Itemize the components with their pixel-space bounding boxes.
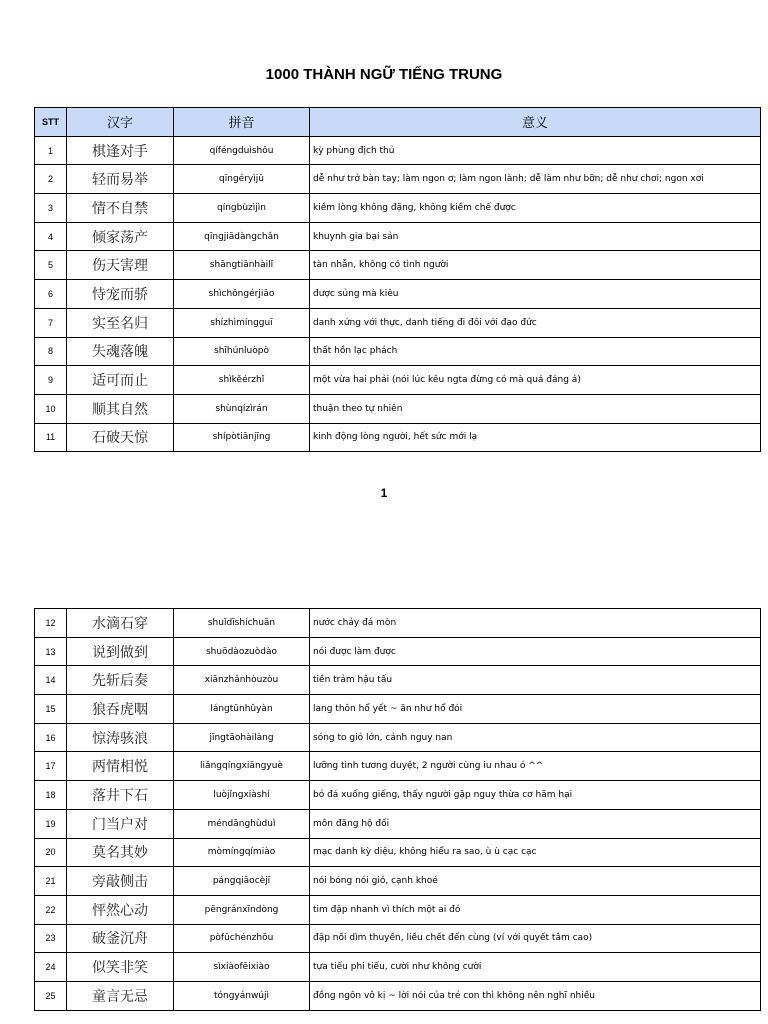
row-number: 1 (35, 136, 67, 165)
table-row (35, 924, 761, 953)
table-header-row (35, 108, 761, 137)
pinyin-cell: shuōdàozuòdào (174, 637, 310, 666)
meaning-cell: khuynh gia bại sản (310, 222, 761, 251)
header-pinyin: 拼音 (174, 108, 310, 137)
table-row (35, 666, 761, 695)
meaning-cell: nước chảy đá mòn (310, 609, 761, 638)
row-number: 5 (35, 251, 67, 280)
header-hanzi: 汉字 (67, 108, 174, 137)
meaning-cell: được sủng mà kiêu (310, 280, 761, 309)
table-row (35, 251, 761, 280)
table-row (35, 752, 761, 781)
hanzi-cell: 先斩后奏 (67, 666, 174, 695)
row-number: 17 (35, 752, 67, 781)
pinyin-cell: qīngjiādàngchǎn (174, 222, 310, 251)
table-row (35, 165, 761, 194)
hanzi-cell: 两情相悦 (67, 752, 174, 781)
hanzi-cell: 狼吞虎咽 (67, 695, 174, 724)
hanzi-cell: 怦然心动 (67, 895, 174, 924)
row-number: 12 (35, 609, 67, 638)
table-row (35, 222, 761, 251)
table-row (35, 337, 761, 366)
table-row (35, 781, 761, 810)
pinyin-cell: shìkěérzhǐ (174, 366, 310, 395)
pinyin-cell: xiānzhǎnhòuzòu (174, 666, 310, 695)
meaning-cell: tựa tiếu phi tiếu, cười như không cười (310, 953, 761, 982)
meaning-cell: dễ như trở bàn tay; làm ngon ơ; làm ngon lành; dễ làm như bỡn; dễ như chơi; ngon xơi (310, 165, 761, 194)
page-number: 1 (380, 486, 388, 500)
meaning-cell: môn đăng hộ đối (310, 809, 761, 838)
pinyin-cell: pángqiāocèjī (174, 867, 310, 896)
row-number: 10 (35, 394, 67, 423)
row-number: 15 (35, 695, 67, 724)
row-number: 21 (35, 867, 67, 896)
idiom-table-2 (34, 608, 761, 1011)
table-row (35, 366, 761, 395)
idiom-table-1 (34, 107, 761, 452)
pinyin-cell: shùnqízìrán (174, 394, 310, 423)
meaning-cell: thất hồn lạc phách (310, 337, 761, 366)
row-number: 25 (35, 981, 67, 1010)
hanzi-cell: 门当户对 (67, 809, 174, 838)
row-number: 24 (35, 953, 67, 982)
row-number: 7 (35, 308, 67, 337)
pinyin-cell: mòmíngqímiào (174, 838, 310, 867)
meaning-cell: kỳ phùng địch thủ (310, 136, 761, 165)
meaning-cell: danh xứng với thực, danh tiếng đi đôi với đạo đức (310, 308, 761, 337)
pinyin-cell: qíngbùzìjìn (174, 194, 310, 223)
row-number: 22 (35, 895, 67, 924)
header-stt: STT (35, 108, 67, 137)
meaning-cell: kinh động lòng người, hết sức mới lạ (310, 423, 761, 452)
meaning-cell: lang thôn hổ yết ~ ăn như hổ đói (310, 695, 761, 724)
row-number: 11 (35, 423, 67, 452)
table-row (35, 194, 761, 223)
table-row (35, 609, 761, 638)
pinyin-cell: shuǐdīshíchuān (174, 609, 310, 638)
table-row (35, 867, 761, 896)
hanzi-cell: 莫名其妙 (67, 838, 174, 867)
row-number: 14 (35, 666, 67, 695)
pinyin-cell: shāngtiānhàilǐ (174, 251, 310, 280)
pinyin-cell: sìxiàofēixiào (174, 953, 310, 982)
meaning-cell: nói được làm được (310, 637, 761, 666)
row-number: 3 (35, 194, 67, 223)
hanzi-cell: 旁敲侧击 (67, 867, 174, 896)
row-number: 9 (35, 366, 67, 395)
row-number: 4 (35, 222, 67, 251)
meaning-cell: lưỡng tình tương duyệt, 2 người cùng iu nhau ó ^^ (310, 752, 761, 781)
table-row (35, 136, 761, 165)
row-number: 18 (35, 781, 67, 810)
row-number: 20 (35, 838, 67, 867)
hanzi-cell: 恃宠而骄 (67, 280, 174, 309)
row-number: 8 (35, 337, 67, 366)
meaning-cell: đập nồi dìm thuyền, liều chết đến cùng (ví với quyết tâm cao) (310, 924, 761, 953)
meaning-cell: nói bóng nói gió, cạnh khoé (310, 867, 761, 896)
table-row (35, 394, 761, 423)
meaning-cell: tàn nhẫn, không có tình người (310, 251, 761, 280)
pinyin-cell: jīngtāohàilàng (174, 723, 310, 752)
hanzi-cell: 棋逢对手 (67, 136, 174, 165)
hanzi-cell: 适可而止 (67, 366, 174, 395)
meaning-cell: kiềm lòng không đặng, không kiềm chế được (310, 194, 761, 223)
hanzi-cell: 童言无忌 (67, 981, 174, 1010)
table-row (35, 723, 761, 752)
row-number: 6 (35, 280, 67, 309)
pinyin-cell: qīngéryìjǔ (174, 165, 310, 194)
hanzi-cell: 轻而易举 (67, 165, 174, 194)
pinyin-cell: qíféngduìshǒu (174, 136, 310, 165)
meaning-cell: sóng to gió lớn, cảnh nguy nan (310, 723, 761, 752)
hanzi-cell: 顺其自然 (67, 394, 174, 423)
row-number: 16 (35, 723, 67, 752)
table-row (35, 695, 761, 724)
row-number: 19 (35, 809, 67, 838)
pinyin-cell: shìchǒngérjiāo (174, 280, 310, 309)
table-row (35, 895, 761, 924)
pinyin-cell: lángtūnhǔyàn (174, 695, 310, 724)
pinyin-cell: pēngránxīndòng (174, 895, 310, 924)
hanzi-cell: 说到做到 (67, 637, 174, 666)
hanzi-cell: 惊涛骇浪 (67, 723, 174, 752)
hanzi-cell: 失魂落魄 (67, 337, 174, 366)
meaning-cell: thuận theo tự nhiên (310, 394, 761, 423)
hanzi-cell: 石破天惊 (67, 423, 174, 452)
table-row (35, 423, 761, 452)
pinyin-cell: shízhìmíngguī (174, 308, 310, 337)
pinyin-cell: tóngyánwújì (174, 981, 310, 1010)
pinyin-cell: shīhúnluòpò (174, 337, 310, 366)
row-number: 23 (35, 924, 67, 953)
table-row (35, 953, 761, 982)
hanzi-cell: 情不自禁 (67, 194, 174, 223)
meaning-cell: tiền trảm hậu tấu (310, 666, 761, 695)
hanzi-cell: 实至名归 (67, 308, 174, 337)
table-row (35, 280, 761, 309)
row-number: 2 (35, 165, 67, 194)
meaning-cell: đồng ngôn vô kị ~ lời nói của trẻ con thì không nên nghĩ nhiều (310, 981, 761, 1010)
header-meaning: 意义 (310, 108, 761, 137)
pinyin-cell: liǎngqíngxiāngyuè (174, 752, 310, 781)
hanzi-cell: 落井下石 (67, 781, 174, 810)
table-row (35, 637, 761, 666)
meaning-cell: tim đập nhanh vì thích một ai đó (310, 895, 761, 924)
table-row (35, 809, 761, 838)
pinyin-cell: pòfǔchénzhōu (174, 924, 310, 953)
meaning-cell: mạc danh kỳ diệu, không hiểu ra sao, ù ù cạc cạc (310, 838, 761, 867)
hanzi-cell: 倾家荡产 (67, 222, 174, 251)
meaning-cell: một vừa hai phải (nói lúc kêu ngta đừng có mà quá đáng á) (310, 366, 761, 395)
row-number: 13 (35, 637, 67, 666)
table-row (35, 308, 761, 337)
pinyin-cell: méndānghùduì (174, 809, 310, 838)
meaning-cell: bỏ đá xuống giếng, thấy người gặp nguy thừa cơ hãm hại (310, 781, 761, 810)
hanzi-cell: 水滴石穿 (67, 609, 174, 638)
table-row (35, 981, 761, 1010)
hanzi-cell: 伤天害理 (67, 251, 174, 280)
document-title: 1000 THÀNH NGỮ TIẾNG TRUNG (265, 66, 503, 83)
hanzi-cell: 破釜沉舟 (67, 924, 174, 953)
hanzi-cell: 似笑非笑 (67, 953, 174, 982)
pinyin-cell: luòjǐngxiàshí (174, 781, 310, 810)
table-row (35, 838, 761, 867)
pinyin-cell: shípòtiānjīng (174, 423, 310, 452)
